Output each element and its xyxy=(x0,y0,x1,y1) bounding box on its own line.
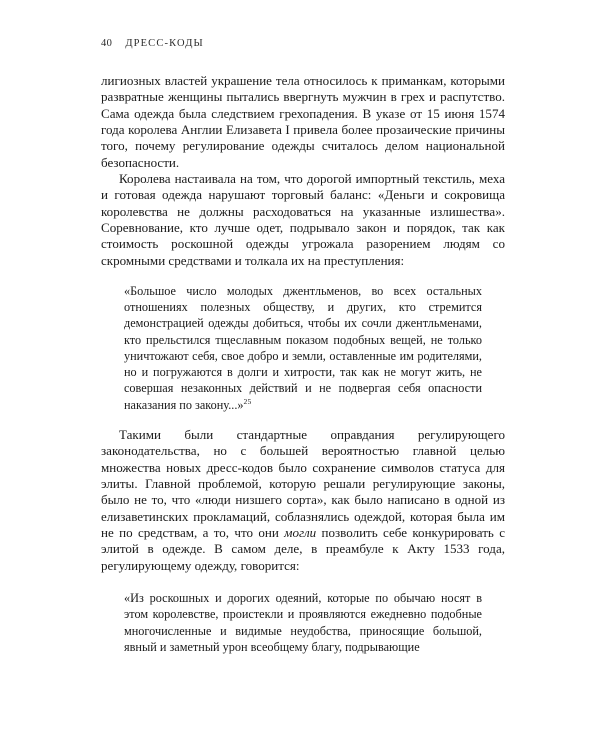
paragraph-queen-trade-balance: Королева настаивала на том, что дорогой импортный текстиль, меха и готовая одежда нарушают торговый баланс: «Деньги и сокровища королевства не должны расходоваться на указанные излишества». Соревнование, кто лучше одет, подрывало закон и порядок, так как стоимость роскошной одежды угрожала разорением людям со скромными средствами и толкала их на преступления: xyxy=(101,171,505,268)
paragraph-continuation: лигиозных властей украшение тела относилось к приманкам, которыми развратные женщины пытались ввергнуть мужчин в грех и распутство. Сама одежда была следствием грехопадения. В указе от 15 июня 1574 года королева Англии Елизавета I привела более прозаические причины того, почему регулирование одежды считалось делом национальной безопасности. xyxy=(101,73,505,170)
blockquote-gentlemen-body: «Большое число молодых джентльменов, во всех остальных отношениях полезных обществу, и других, кто стремится демонстрацией одежды добиться, чтобы их сочли джентльменами, кто прельстился тщеславным показом подобных вещей, не только уничтожают себя, свое добро и земли, оставленные им родителями, но и погружаются в долги и хитрости, так как не могут жить, не совершая незаконных действий и не подвергая себя опасности наказания по закону...» xyxy=(124,283,482,412)
paragraph-status-symbols xyxy=(101,427,505,574)
running-head xyxy=(101,38,204,49)
blockquote-act-1533 xyxy=(101,590,482,655)
footnote-marker: 25 xyxy=(243,396,252,406)
text-column xyxy=(101,73,505,655)
emphasis-mogli: могли xyxy=(284,525,317,541)
running-head-title: ДРЕСС-КОДЫ xyxy=(125,38,204,49)
page-number: 40 xyxy=(101,38,113,49)
paragraph-status-symbols-part-b: позволить себе конкурировать с элитой в одежде. В самом деле, в преамбуле к Акту 1533 года, регулирующему одежду, говорится: xyxy=(101,525,505,573)
blockquote-act-1533-text: «Из роскошных и дорогих одеяний, которые по обычаю носят в этом королевстве, проистекли и проявляются ежедневно подобные многочисленные и видимые неудобства, приносящие большой, явный и заметный урон всеобщему благу, подрывающие xyxy=(124,591,482,654)
blockquote-gentlemen-text xyxy=(124,283,482,413)
paragraph-status-symbols-part-a: Такими были стандартные оправдания регулирующего законодательства, но с большей вероятностью главной целью множества новых дресс-кодов было сохранение символов статуса для элиты. Главной проблемой, которую решали регулирующие законы, было не то, что «люди низшего сорта», как было написано в одной из елизаветинских прокламаций, соблазнялись одеждой, которая была им не по средствам, а то, что они xyxy=(101,427,505,541)
blockquote-gentlemen xyxy=(101,283,482,413)
